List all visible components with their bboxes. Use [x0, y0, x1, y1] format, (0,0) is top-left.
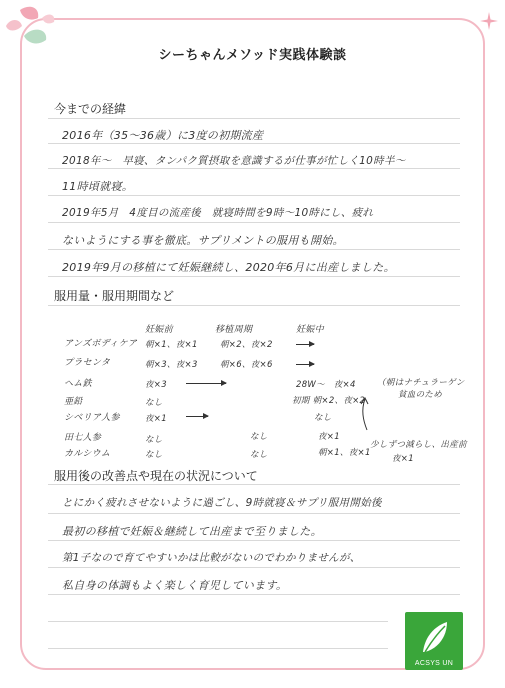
leaf-logo-icon [405, 614, 463, 660]
continue-arrow [296, 344, 314, 345]
dose-pre: 夜×3 [145, 380, 167, 390]
supplement-name: カルシウム [64, 449, 111, 459]
history-line: 2018年～ 早寝、タンパク質摂取を意識するが仕事が忙しく10時半～ [62, 155, 406, 167]
dose-pre: なし [145, 398, 163, 408]
dose-pregnancy: 初期 朝×2、夜×2 [292, 396, 366, 406]
ruled-line [48, 621, 388, 622]
dosage-heading: 服用量・服用期間など [54, 289, 175, 303]
dose-pregnancy: 28W～ 夜×4 [296, 380, 356, 390]
continue-arrow [296, 364, 314, 365]
history-line: 2016年（35～36歳）に3度の初期流産 [62, 129, 264, 142]
dose-transfer: なし [250, 450, 268, 460]
history-line: 2019年9月の移植にて妊娠継続し、2020年6月に出産しました。 [62, 261, 395, 274]
ruled-line [48, 305, 460, 306]
sparkle-icon [478, 10, 500, 32]
dose-pregnancy: 夜×1 [318, 432, 340, 442]
supplement-name: プラセンタ [64, 358, 111, 368]
ruled-line [48, 567, 460, 568]
history-line: 11時頃就寝。 [62, 180, 134, 193]
col-header-transfer: 移植周期 [215, 325, 253, 335]
supplement-name: 田七人参 [64, 433, 102, 443]
history-heading: 今までの経緯 [54, 102, 127, 116]
ruled-line [48, 594, 460, 595]
dose-transfer: 朝×6、夜×6 [220, 360, 273, 370]
dose-pre: 朝×1、夜×1 [145, 340, 198, 350]
dose-pre: なし [145, 435, 163, 445]
dose-pre: 朝×3、夜×3 [145, 360, 198, 370]
col-header-pregnancy: 妊娠中 [296, 325, 324, 335]
history-line: ないようにする事を徹底。サプリメントの服用も開始。 [62, 234, 344, 247]
ruled-line [48, 222, 460, 223]
supplement-name: ヘム鉄 [64, 379, 92, 389]
after-line: 私自身の体調もよく楽しく育児しています。 [62, 579, 288, 592]
ruled-line [48, 540, 460, 541]
supplement-name: 亜鉛 [64, 397, 83, 407]
dose-pre: なし [145, 450, 163, 460]
dose-pregnancy: 朝×1、夜×1 [318, 448, 371, 458]
ruled-line [48, 648, 388, 649]
after-heading: 服用後の改善点や現在の状況について [54, 469, 258, 483]
ruled-line [48, 276, 460, 277]
ruled-line [48, 143, 460, 144]
supplement-name: シベリア人参 [64, 413, 120, 423]
heme-note: （朝はナチュラーゲン [377, 378, 465, 388]
ruled-line [48, 249, 460, 250]
zinc-note: 少しずつ減らし、出産前 [370, 440, 467, 450]
ruled-line [48, 168, 460, 169]
ruled-line [48, 513, 460, 514]
history-line: 2019年5月 4度目の流産後 就寝時間を9時～10時にし、疲れ [62, 207, 374, 219]
col-header-pre: 妊娠前 [145, 325, 173, 335]
supplement-name: アンズボディケア [64, 339, 138, 349]
ruled-line [48, 118, 460, 119]
after-line: 最初の移植で妊娠＆継続して出産まで至りました。 [62, 525, 322, 538]
note-arrow-icon [355, 396, 379, 432]
page-title: シーちゃんメソッド実践体験談 [158, 48, 347, 63]
continue-arrow [186, 383, 226, 384]
after-line: 第1子なので育てやすいかは比較がないのでわかりませんが、 [62, 552, 361, 564]
ruled-line [48, 195, 460, 196]
ruled-line [48, 484, 460, 485]
dose-pre: 夜×1 [145, 414, 167, 424]
logo-text: ACSYS UN [414, 660, 454, 667]
continue-arrow [186, 416, 208, 417]
dose-transfer: 朝×2、夜×2 [220, 340, 273, 350]
dose-pregnancy: なし [314, 413, 332, 423]
heme-note: 貧血のため [398, 390, 443, 400]
after-line: とにかく疲れさせないように過ごし、9時就寝＆サプリ服用開始後 [62, 497, 382, 509]
brand-logo [405, 612, 463, 670]
zinc-note: 夜×1 [392, 454, 414, 464]
dose-transfer: なし [250, 432, 268, 442]
